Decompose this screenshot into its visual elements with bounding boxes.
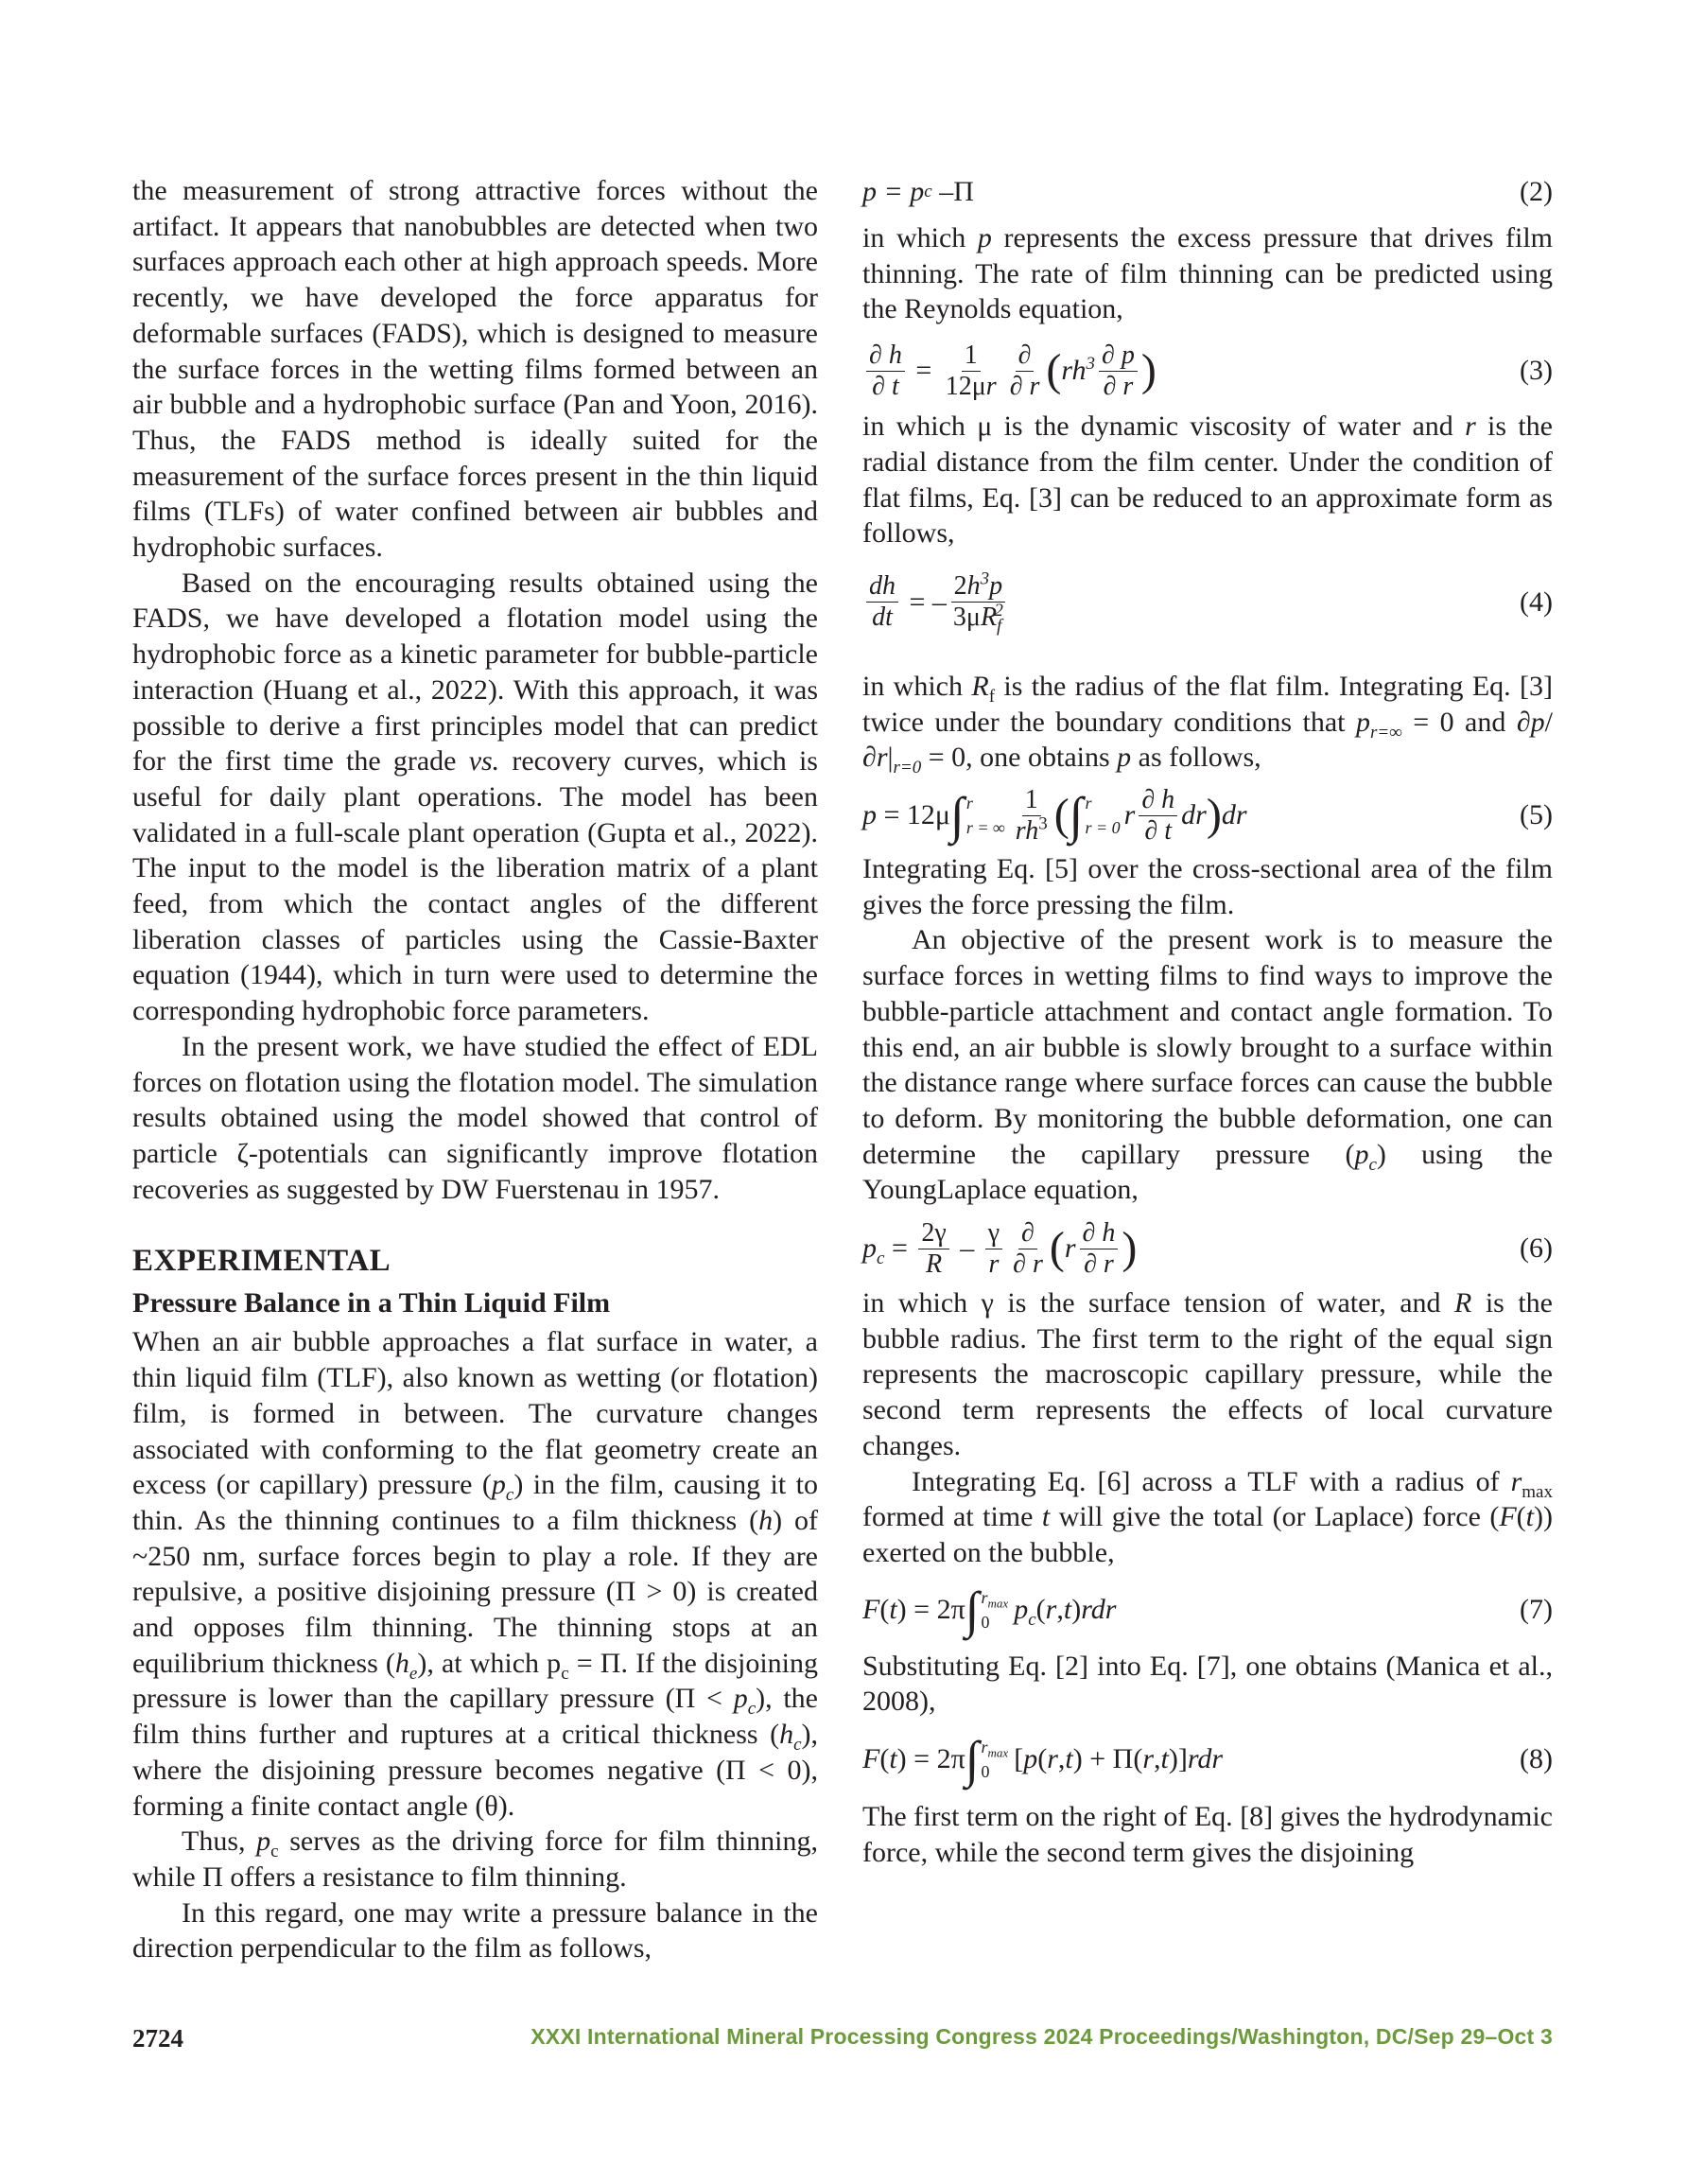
equation-5: p = 12μ ∫ r r = ∞ $\frac{1}{rh^3}$ ( ∫ r r = 0 r $\frac{\partial h}{\partial t}$ dr ) dr (5) — [862, 784, 1553, 846]
paragraph-hydrodynamic: The first term on the right of Eq. [8] gives the hydrodynamic force, while the second term gives the disjoining — [862, 1801, 1553, 1868]
paragraph-fads-model: Based on the encouraging results obtained using the FADS, we have developed a flotation model using the hydrophobic force as a kinetic parameter for bubble-particle interaction (Huang et al., 2022). With this approach, it was possible to derive a first principles model that can predict for the first time the grade vs. recovery curves, which is useful for daily plant operations. The model has been validated in a full-scale plant operation (Gupta et al., 2022). The input to the model is the liberation matrix of a plant feed, from which the contact angles of the different liberation classes of particles using the Cassie-Baxter equation (1944), which in turn were used to determine the corresponding hydrophobic force parameters. — [132, 567, 818, 1027]
page-footer — [132, 2024, 1553, 2062]
running-title: XXXI International Mineral Processing Congress 2024 Proceedings/Washington, DC/Sep 29–Oct 3 — [530, 2024, 1553, 2049]
equation-6: $p_c$ = $\frac{2\gamma}{R}$ – $\frac{\gamma}{r}$ $\frac{\partial}{\partial r}$ ( r $\frac{\partial h}{\partial r}$ ) (6) — [862, 1217, 1553, 1279]
equation-4: $\frac{dh}{dt}$ = – $\frac{2h^3p}{3\mu R_f^2}$ (4) — [862, 557, 1553, 648]
page-number: 2724 — [132, 2024, 183, 2053]
equation-number: (8) — [1520, 1743, 1553, 1775]
paragraph-viscosity: in which μ is the dynamic viscosity of water and r is the radial distance from the film center. Under the condition of flat films, Eq. [3] can be reduced to an approximate form as follows, — [862, 411, 1553, 550]
equation-8: F ( t ) = 2π ∫ $r_{max}$ 0 [ p ( r , t ) + Π( r , t )] rdr (8) — [862, 1731, 1553, 1789]
paragraph-tlf-description: When an air bubble approaches a flat surface in water, a thin liquid film (TLF), also known as wetting (or flotation) film, is formed in between. The curvature changes associated with conforming to the flat geometry create an excess (or capillary) pressure $(p_c)$ in the film, causing it to thin. As the thinning continues to a film thickness (h) of ~250 nm, surface forces begin to play a role. If they are repulsive, a positive disjoining pressure (Π > 0) is created and opposes film thinning. The thinning stops at an equilibrium thickness $(h_e)$, at which $p_c = \Pi$. If the disjoining pressure is lower than the capillary pressure $(\Pi < p_c)$, the film thins further and ruptures at a critical thickness $(h_c)$, where the disjoining pressure becomes negative (Π < 0), forming a finite contact angle (θ). — [132, 1326, 819, 1822]
paragraph-laplace-force: Integrating Eq. [6] across a TLF with a radius of $r_{max}$ formed at time t will give the total (or Laplace) force (F(t)) exerted on the bubble, — [862, 1465, 1553, 1568]
paragraph-force-pressing: Integrating Eq. [5] over the cross-sectional area of the film gives the force pressing the film. — [862, 853, 1553, 920]
paragraph-flat-film-radius: in which $R_f$ is the radius of the flat film. Integrating Eq. [3] twice under the boundary conditions that $p_{r=\infty} = 0$ and $\partial p/\partial r|_{r=0} = 0$, one obtains p as follows, — [862, 670, 1554, 778]
paragraph-intro-continued: the measurement of strong attractive forces without the artifact. It appears that nanobubbles are detected when two surfaces approach each other at high approach speeds. More recently, we have developed the force apparatus for deformable surfaces (FADS), which is designed to measure the surface forces in the wetting films formed between an air bubble and a hydrophobic surface (Pan and Yoon, 2016). Thus, the FADS method is ideally suited for the measurement of the surface forces present in the thin liquid films (TLFs) of water confined between air bubbles and hydrophobic surfaces. — [132, 175, 818, 564]
paragraph-pressure-balance: In this regard, one may write a pressure balance in the direction perpendicular to the film as follows, — [132, 1896, 818, 1965]
section-heading-experimental: EXPERIMENTAL — [132, 1244, 391, 1279]
subsection-heading-pressure-balance: Pressure Balance in a Thin Liquid Film — [132, 1287, 611, 1319]
paragraph-surface-tension: in which γ is the surface tension of water, and R is the bubble radius. The first term to the right of the equal sign represents the macroscopic capillary pressure, while the second term represents the effects of local curvature changes. — [862, 1287, 1553, 1461]
equation-2: p = p c –Π (2) — [862, 173, 1553, 211]
equation-number: (6) — [1520, 1232, 1553, 1265]
equation-number: (7) — [1520, 1593, 1553, 1625]
paragraph-driving-force: Thus, $p_c$ serves as the driving force for film thinning, while Π offers a resistance to film thinning. — [132, 1826, 818, 1893]
right-column — [862, 173, 1553, 1871]
equation-number: (3) — [1520, 355, 1553, 387]
paragraph-excess-pressure: in which p represents the excess pressure that drives film thinning. The rate of film thinning can be predicted using the Reynolds equation, — [862, 222, 1553, 325]
left-column — [132, 173, 818, 1966]
paragraph-objective: An objective of the present work is to measure the surface forces in wetting films to find ways to improve the bubble-particle attachment and contact angle formation. To this end, an air bubble is slowly brought to a surface within the distance range where surface forces can cause the bubble to deform. By monitoring the bubble deformation, one can determine the capillary pressure $(p_c)$ using the YoungLaplace equation, — [862, 924, 1553, 1206]
equation-number: (2) — [1520, 176, 1553, 208]
equation-7: F ( t ) = 2π ∫ $r_{max}$ 0 $p_c$ ( r , t ) rdr (7) — [862, 1581, 1553, 1638]
paragraph-substituting: Substituting Eq. [2] into Eq. [7], one obtains (Manica et al., 2008), — [862, 1650, 1553, 1718]
equation-number: (4) — [1520, 586, 1553, 619]
equation-number: (5) — [1520, 799, 1553, 831]
paragraph-present-work: In the present work, we have studied the effect of EDL forces on flotation using the flotation model. The simulation results obtained using the model showed that control of particle ζ-potentials can significantly improve flotation recoveries as suggested by DW Fuerstenau in 1957. — [132, 1030, 818, 1205]
equation-3: $\frac{\partial h}{\partial t}$ = $\frac{1}{12\mu r}$ $\frac{\partial}{\partial r}$ ( $rh^3$ $\frac{\partial p}{\partial r}$ ) (3) — [862, 333, 1553, 409]
